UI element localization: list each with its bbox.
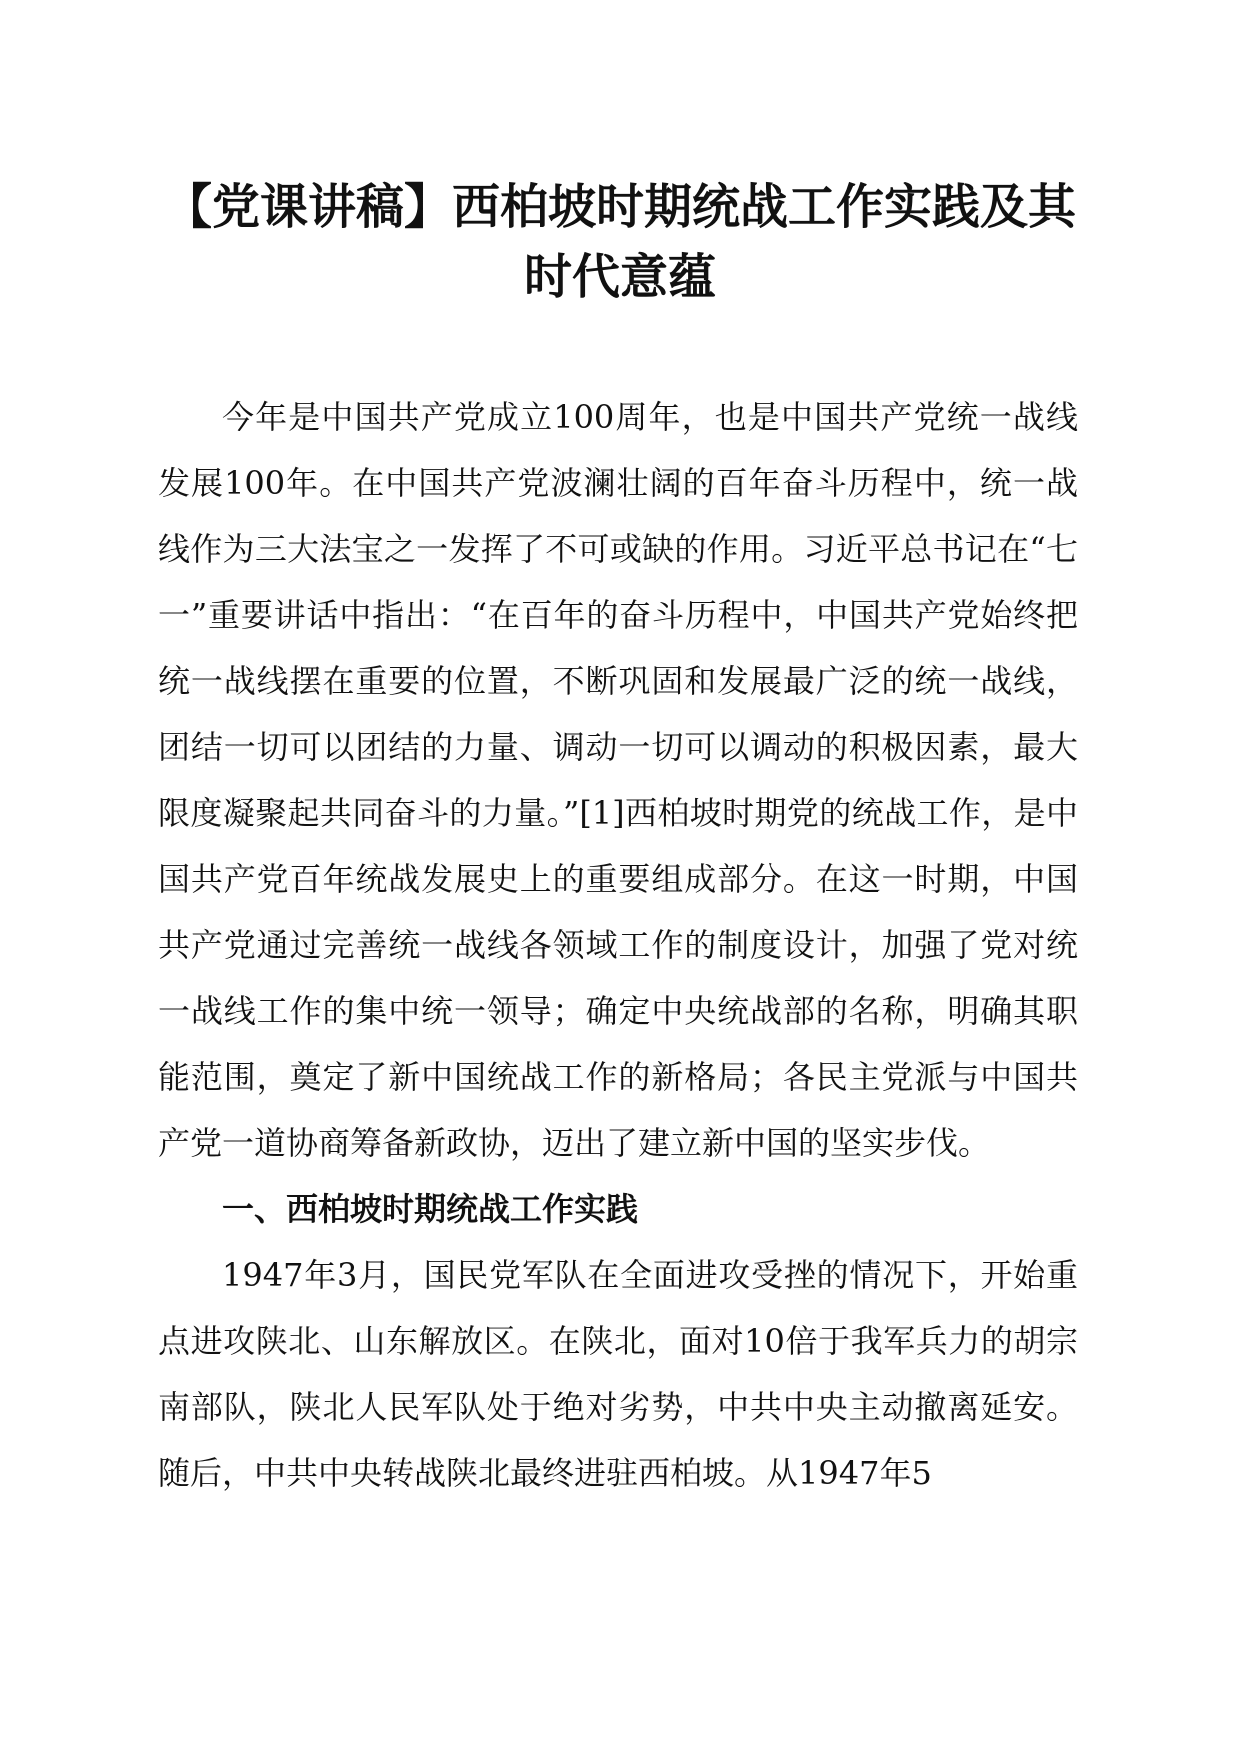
document-title: 【党课讲稿】西柏坡时期统战工作实践及其时代意蕴 xyxy=(163,179,1076,305)
intro-paragraph: 今年是中国共产党成立100周年，也是中国共产党统一战线发展100年。在中国共产党波澜壮阔的百年奋斗历程中，统一战线作为三大法宝之一发挥了不可或缺的作用。习近平总书记在“七一”重要讲话中指出：“在百年的奋斗历程中，中国共产党始终把统一战线摆在重要的位置，不断巩固和发展最广泛的统一战线，团结一切可以团结的力量、调动一切可以调动的积极因素，最大限度凝聚起共同奋斗的力量。”[1]西柏坡时期党的统战工作，是中国共产党百年统战发展史上的重要组成部分。在这一时期，中国共产党通过完善统一战线各领域工作的制度设计，加强了党对统一战线工作的集中统一领导；确定中央统战部的名称，明确其职能范围，奠定了新中国统战工作的新格局；各民主党派与中国共产党一道协商筹备新政协，迈出了建立新中国的坚实步伐。 xyxy=(158,398,1078,1162)
document-body xyxy=(158,384,1078,1506)
section-heading: 一、西柏坡时期统战工作实践 xyxy=(222,1190,639,1228)
section-paragraph: 1947年3月，国民党军队在全面进攻受挫的情况下，开始重点进攻陕北、山东解放区。在陕北，面对10倍于我军兵力的胡宗南部队，陕北人民军队处于绝对劣势，中共中央主动撤离延安。随后，中共中央转战陕北最终进驻西柏坡。从1947年5 xyxy=(158,1256,1078,1492)
